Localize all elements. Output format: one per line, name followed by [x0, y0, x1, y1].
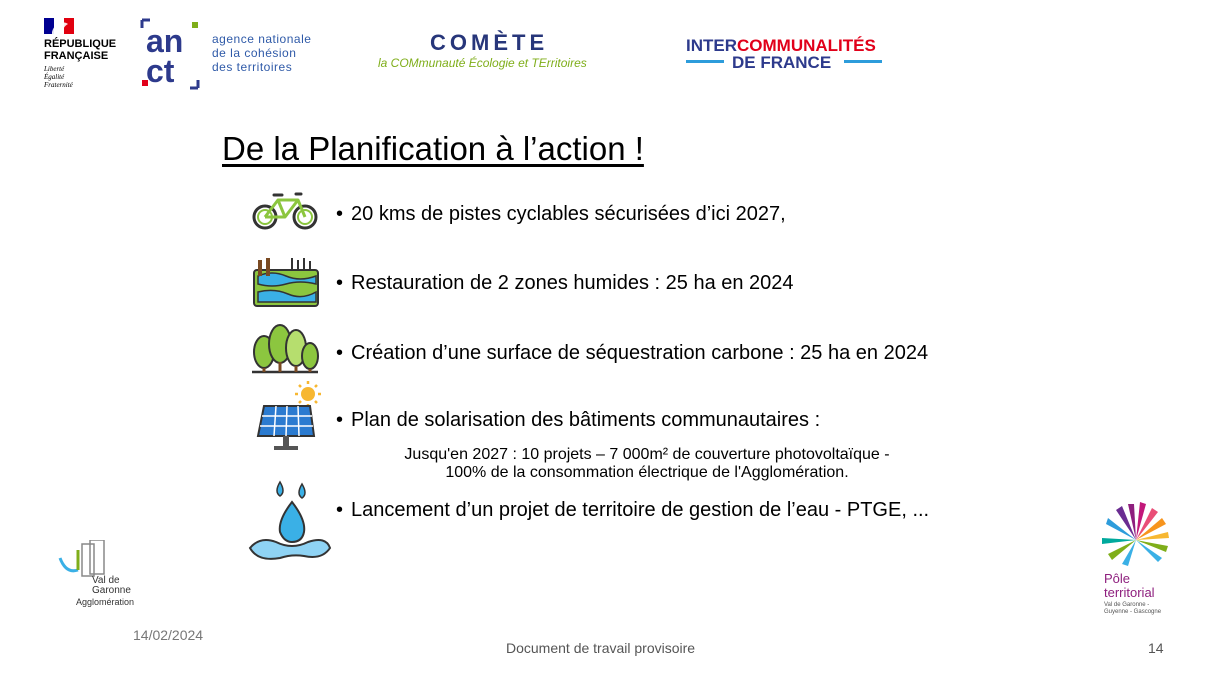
rf-line1: RÉPUBLIQUE — [44, 38, 117, 50]
forest-icon — [250, 322, 320, 376]
pole-line1: Pôle — [1104, 571, 1131, 586]
anct-mark-bottom: ct — [146, 53, 175, 89]
bullet-text: Lancement d’un projet de territoire de gestion de l’eau - PTGE, ... — [351, 499, 930, 521]
bullet-text: Plan de solarisation des bâtiments communautaires : — [351, 409, 821, 431]
comete-logo-subtitle: la COMmunauté Écologie et TErritoires — [378, 56, 587, 70]
ic-part2: COMMUNALITÉS — [737, 36, 876, 55]
pole-burst-icon — [1102, 500, 1172, 568]
footer-document-label: Document de travail provisoire — [506, 640, 696, 656]
vdg-line1: Val de — [92, 575, 120, 586]
bullet-dot: • — [336, 342, 344, 364]
vdg-line2: Garonne — [92, 585, 131, 596]
rf-line2: FRANÇAISE — [44, 50, 109, 62]
ic-line2: DE FRANCE — [732, 53, 832, 72]
anct-line3: des territoires — [212, 60, 293, 74]
solar-detail — [358, 446, 936, 482]
val-de-garonne-logo — [56, 540, 146, 610]
rf-motto-3: Fraternité — [44, 81, 73, 89]
marianne-icon — [44, 18, 74, 34]
pole-line2: territorial — [1104, 585, 1155, 600]
rf-motto-2: Égalité — [44, 73, 65, 81]
anct-logo — [140, 18, 340, 93]
bullet-text: Création d’une surface de séquestration carbone : 25 ha en 2024 — [351, 342, 929, 364]
bullet-wetlands — [336, 272, 794, 295]
anct-line1: agence nationale — [212, 32, 312, 46]
rf-motto-1: Liberté — [44, 65, 65, 73]
comete-logo-title: COMÈTE — [430, 30, 549, 55]
ic-line-right — [844, 60, 882, 63]
ic-line-left — [686, 60, 724, 63]
vdg-line3: Agglomération — [76, 597, 135, 607]
bullet-water — [336, 499, 929, 522]
bullet-carbon — [336, 342, 928, 365]
republique-francaise-logo — [44, 18, 134, 93]
solar-detail-line1: Jusqu'en 2027 : 10 projets – 7 000m² de couverture photovoltaïque - — [404, 446, 890, 463]
anct-mark-icon — [140, 18, 202, 90]
anct-line2: de la cohésion — [212, 46, 297, 60]
anct-mark-top: an — [146, 23, 184, 59]
bullet-text: 20 kms de pistes cyclables sécurisées d’ici 2027, — [351, 203, 786, 225]
pole-line3: Val de Garonne - — [1104, 602, 1150, 608]
footer-page-number: 14 — [1148, 640, 1164, 656]
bullet-text: Restauration de 2 zones humides : 25 ha en 2024 — [351, 272, 794, 294]
bullet-dot: • — [336, 499, 344, 521]
sun-icon — [295, 381, 321, 407]
pole-line4: Guyenne - Gascogne — [1104, 609, 1162, 615]
bicycle-icon — [252, 190, 318, 232]
bullet-dot: • — [336, 203, 344, 225]
footer-date: 14/02/2024 — [133, 627, 204, 643]
bullet-dot: • — [336, 272, 344, 294]
water-drops-icon — [246, 476, 334, 562]
slide-title: De la Planification à l’action ! — [222, 130, 644, 167]
val-de-garonne-mark-icon — [56, 540, 116, 580]
bullet-dot: • — [336, 409, 344, 431]
pole-territorial-logo — [1100, 500, 1180, 620]
bullet-solar — [336, 409, 820, 432]
solar-detail-line2: 100% de la consommation électrique de l'Agglomération. — [445, 464, 849, 481]
wetland-icon — [252, 256, 320, 308]
solar-panel-icon — [252, 380, 328, 454]
bullet-cycling — [336, 203, 786, 226]
ic-part1: INTER — [686, 36, 737, 55]
